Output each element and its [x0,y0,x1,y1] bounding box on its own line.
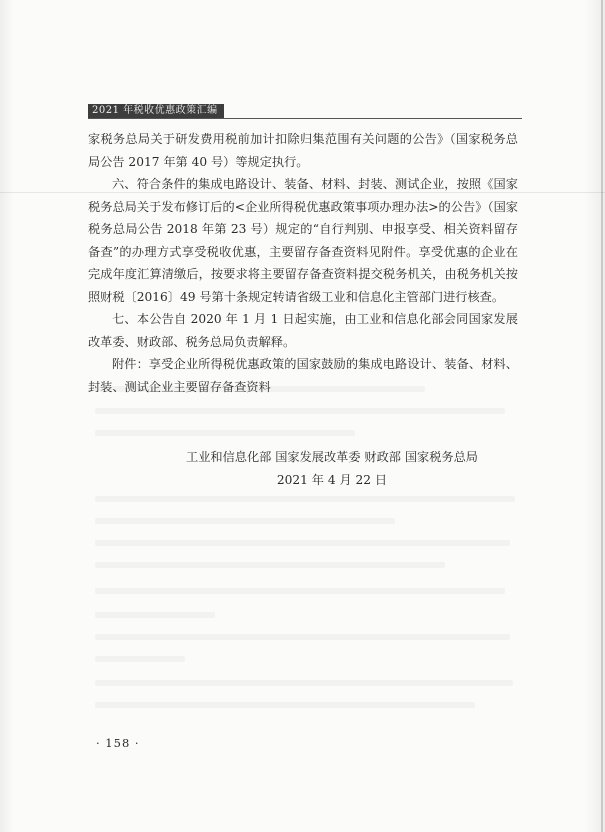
bleed-through-line [95,518,395,524]
paragraph-article-7: 七、本公告自 2020 年 1 月 1 日起实施，由工业和信息化部会同国家发展改革委、财政部、税务总局负责解释。 [88,312,518,349]
bleed-through-line [95,408,505,414]
bleed-through-line [95,430,355,436]
body-text [88,128,518,398]
paragraph-attachment: 附件：享受企业所得税优惠政策的国家鼓励的集成电路设计、装备、材料、封装、测试企业主要留存备查资料 [88,357,518,394]
bleed-through-line [95,656,185,662]
header-rule [88,118,522,119]
bleed-through-line [95,588,505,594]
running-header: 2021 年税收优惠政策汇编 [88,104,224,118]
bleed-through-line [95,562,445,568]
bleed-through-line [95,496,515,502]
page-number: · 158 · [96,736,140,750]
bleed-through-line [95,702,475,708]
scan-edge [601,0,603,832]
paragraph-continuation: 家税务总局关于研发费用税前加计扣除归集范围有关问题的公告》（国家税务总局公告 2017 年第 40 号）等规定执行。 [88,132,518,169]
bleed-through-line [95,612,215,618]
bleed-through-line [95,680,513,686]
bleed-through-line [95,540,510,546]
issue-date: 2021 年 4 月 22 日 [276,473,388,487]
signature-block [88,446,518,492]
paragraph-article-6: 六、符合条件的集成电路设计、装备、材料、封装、测试企业，按照《国家税务总局关于发布修订后的<企业所得税优惠政策事项办理办法>的公告》（国家税务总局公告 2018 年第 23 号）规定的“自行判别、申报享受、相关资料留存备查”的办理方式享受税收优惠，主要留存备查资料见附件。享受优惠的企业在完成年度汇算清缴后，按要求将主要留存备查资料提交税务机关，由税务机关按照财税〔2016〕49 号第十条规定转请省级工业和信息化主管部门进行核查。 [88,177,518,304]
bleed-through-line [95,634,510,640]
issuing-authorities: 工业和信息化部 国家发展改革委 财政部 国家税务总局 [186,450,478,464]
